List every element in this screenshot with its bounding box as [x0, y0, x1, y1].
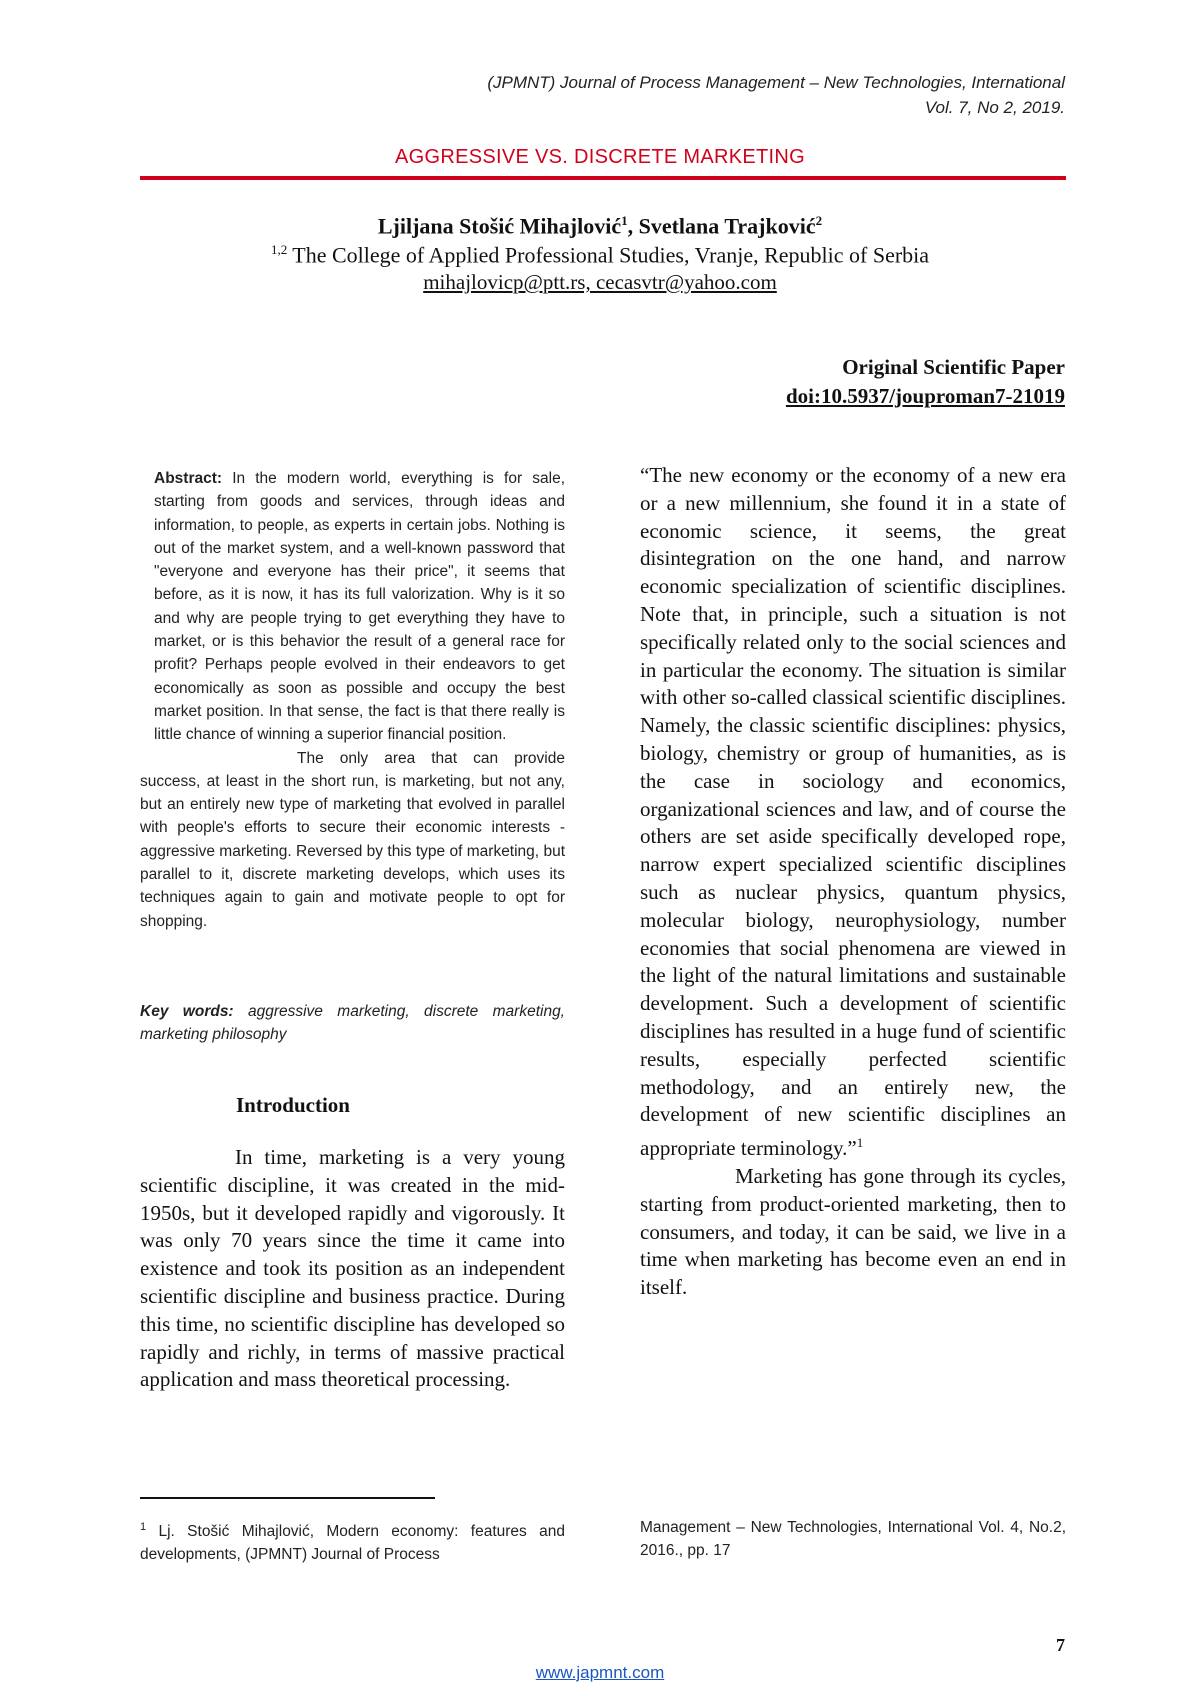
- keywords-text: aggressive marketing, discrete marketing, marketing philosophy: [140, 1003, 565, 1044]
- paper-type: Original Scientific Paper: [842, 355, 1065, 379]
- keywords-label: Key words:: [140, 1003, 234, 1020]
- affiliation: [0, 242, 1200, 268]
- abstract-paragraph-2: The only area that can provide success, at least in the short run, is marketing, but not any, but an entirely new type of marketing that evolved in parallel with people's efforts to secure their economic interests - aggressive marketing. Reversed by this type of marketing, but parallel to it, discrete marketing develops, which uses its techniques again to gain and motivate people to opt for shopping.: [140, 749, 565, 930]
- affiliation-ref: 1,2: [270, 242, 288, 257]
- author-separator: ,: [627, 213, 639, 239]
- author-2-ref: 2: [815, 213, 823, 228]
- abstract-label: Abstract:: [154, 470, 223, 487]
- introduction-heading: Introduction: [236, 1093, 350, 1117]
- affiliation-text: The College of Applied Professional Studies, Vranje, Republic of Serbia: [292, 242, 930, 268]
- footnote-left: [140, 1516, 565, 1566]
- authors-line: [0, 213, 1200, 239]
- quote-footnote-ref: 1: [856, 1135, 864, 1151]
- abstract-paragraph-1: In the modern world, everything is for sale, starting from goods and services, through ideas and information, to people, as experts in certain jobs. Nothing is out of the market system, and a well-known password that "everyone and everyone has their price", it seems that before, as it is now, it has its full valorization. Why is it so and why are people trying to get everything they have to market, or is this behavior the result of a general race for profit? Perhaps people evolved in their endeavors to get economically as soon as possible and occupy the best market position. In that sense, the fact is that there really is little chance of winning a superior financial position.: [154, 470, 565, 744]
- introduction-paragraph-1: In time, marketing is a very young scientific discipline, it was created in the mid-1950s, but it developed rapidly and vigorously. It was only 70 years since the time it came into existence and took its position as an independent scientific discipline and business practice. During this time, no scientific discipline has developed so rapidly and richly, in terms of massive practical application and mass theoretical processing.: [140, 1145, 565, 1392]
- footnote-right: Management – New Technologies, International Vol. 4, No.2, 2016., pp. 17: [640, 1519, 1066, 1559]
- journal-header: [487, 70, 1065, 120]
- author-1-ref: 1: [621, 213, 628, 228]
- doi-link[interactable]: doi:10.5937/jouproman7-21019: [785, 384, 1065, 408]
- author-2: Svetlana Trajković: [638, 213, 816, 239]
- footnote-text-left: Lj. Stošić Mihajlović, Modern economy: features and developments, (JPMNT) Journal of Process: [140, 1523, 565, 1564]
- journal-name: (JPMNT) Journal of Process Management – New Technologies, International: [487, 73, 1065, 92]
- author-emails[interactable]: mihajlovicp@ptt.rs, cecasvtr@yahoo.com: [423, 270, 777, 294]
- author-1: Ljiljana Stošić Mihajlović: [377, 213, 622, 239]
- website-link[interactable]: www.japmnt.com: [535, 1663, 665, 1682]
- keywords: [140, 1000, 565, 1047]
- quote-text: “The new economy or the economy of a new era or a new millennium, she found it in a state of economic science, it seems, the great disintegration on the one hand, and narrow economic specialization of scientific disciplines. Note that, in principle, such a situation is not specifically related only to the social sciences and in particular the economy. The situation is similar with other so-called classical scientific disciplines. Namely, the classic scientific disciplines: physics, biology, chemistry or group of humanities, as is the case in sociology and economics, organizational sciences and law, and of course the others are set aside specifically developed rope, narrow expert specialized scientific disciplines such as nuclear physics, quantum physics, molecular biology, neurophysiology, number economies that social phenomena are viewed in the light of the natural limitations and sustainable development. Such a development of scientific disciplines has resulted in a huge fund of scientific results, especially perfected scientific methodology, and an entirely new, the development of new scientific disciplines an appropriate terminology.”: [640, 463, 1066, 1161]
- footnote-marker: 1: [140, 1521, 147, 1533]
- introduction-body: [140, 1144, 565, 1394]
- title-divider: [140, 176, 1066, 180]
- marketing-cycles-paragraph: Marketing has gone through its cycles, starting from product-oriented marketing, then to consumers, and today, it can be said, we live in a time when marketing has become even an end in itself.: [640, 1163, 1066, 1300]
- paper-title: AGGRESSIVE VS. DISCRETE MARKETING: [395, 146, 805, 168]
- page-number: 7: [1056, 1635, 1065, 1655]
- right-column-body: [640, 462, 1066, 1302]
- abstract: [140, 467, 565, 933]
- journal-volume: Vol. 7, No 2, 2019.: [924, 98, 1065, 117]
- quote-paragraph: [640, 462, 1066, 1163]
- footnote-divider: [140, 1497, 435, 1499]
